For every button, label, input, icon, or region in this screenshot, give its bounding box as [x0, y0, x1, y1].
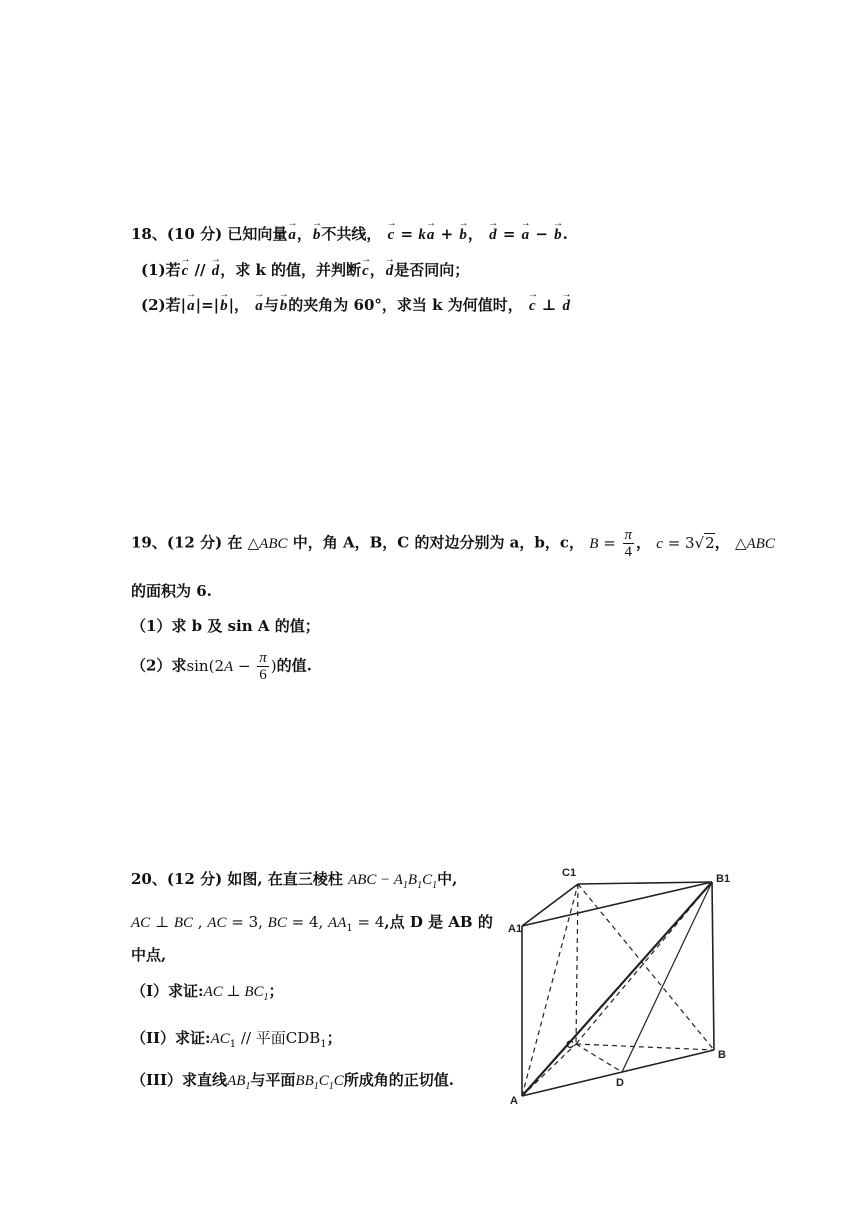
- vector-c: → c: [387, 224, 396, 246]
- q20-midpoint: 中点,: [131, 946, 167, 964]
- q20-p1-label: （I）求证:: [131, 982, 204, 1000]
- vector-d: → d: [488, 224, 498, 246]
- vector-b: → b: [553, 224, 563, 246]
- q18-line1: 18、(10 分) 已知向量→ a，→ b不共线， → c = k→ a + → b， → d = → a − → b.: [131, 223, 568, 246]
- vector-c: → c: [528, 295, 537, 317]
- q18-p1-label: (1)若: [141, 261, 181, 279]
- label-a1: A1: [508, 923, 523, 935]
- q19-area: 的面积为 6.: [131, 582, 212, 600]
- sin-expression: sin(2A − $\frac{\pi}{6}$ ): [186, 650, 277, 683]
- edge-bb1: [712, 882, 714, 1050]
- side-c-value: c = 3√2: [656, 533, 715, 552]
- vector-b: → b: [458, 224, 468, 246]
- label-d: D: [616, 1077, 624, 1089]
- prism-name: ABC − $A_1B_1C_1$: [348, 872, 438, 891]
- vector-b: → b: [219, 295, 229, 317]
- q20-head: 20、(12 分) 如图, 在直三棱柱: [131, 870, 343, 888]
- q18-sep2: ，: [467, 225, 483, 243]
- q18-p2-end: 的夹角为 60°，求当 k 为何值时，: [288, 296, 523, 314]
- angle-b-value: B = $\frac{\pi}{4}$: [589, 527, 633, 560]
- q18-p2-label: (2)若: [141, 296, 181, 314]
- q18-part1: (1)若→ c // → d，求 k 的值，并判断→ c，→ d是否同向；: [141, 259, 469, 282]
- vector-b: → b: [279, 295, 289, 317]
- q20-cond-end: ,点 D 是 AB 的: [384, 913, 493, 931]
- triangle-abc: △ABC: [247, 533, 288, 552]
- q20-p1-math: AC ⊥ $BC_1$: [203, 984, 269, 1003]
- vector-a: → a: [426, 224, 436, 246]
- vector-a: → a: [254, 295, 264, 317]
- q18-p1-end: 是否同向；: [394, 261, 470, 279]
- q18-k: k: [418, 227, 426, 243]
- q18-noncollinear: 不共线，: [321, 225, 382, 243]
- q20-part2: （II）求证$:AC_1$ // 平面$CDB_1$；: [131, 1029, 342, 1050]
- q20-p2-label: （II）求证:: [131, 1029, 211, 1047]
- q20-part1: （I）求证:AC ⊥ $BC_1$；: [131, 982, 284, 1003]
- q20-p2-math: $AC_1$ // 平面$CDB_1$: [210, 1029, 327, 1050]
- vector-d: → d: [561, 295, 571, 317]
- label-c: C: [566, 1039, 574, 1051]
- q20-p3-mid: 与平面: [250, 1071, 296, 1089]
- q19-text: 中，角 A，B，C 的对边分别为 a，b，c，: [292, 533, 585, 552]
- label-b1: B1: [716, 873, 731, 885]
- triangle-abc: △ABC: [734, 533, 775, 552]
- q19-p2-end: 的值.: [276, 656, 312, 675]
- vector-a: → a: [521, 224, 531, 246]
- vector-a: → a: [287, 224, 297, 246]
- edge-ac: [522, 1044, 576, 1096]
- label-c1: C1: [562, 867, 577, 879]
- q20-head-end: 中,: [437, 870, 458, 888]
- label-b: B: [718, 1049, 726, 1061]
- vector-c: → c: [361, 260, 370, 282]
- q18-p2-mid: 与: [263, 296, 279, 314]
- edge-cb: [576, 1044, 714, 1050]
- plane-bb1c1c: $BB_1C_1C$: [295, 1073, 344, 1092]
- q18-part2: (2)若|→ a|=|→ b|， → a与→ b的夹角为 60°，求当 k 为何值时， → c ⊥ → d: [141, 294, 571, 317]
- conditions-math: AC ⊥ BC , AC = 3, BC = 4, $AA_1 = 4$: [131, 913, 385, 934]
- edge-ab: [522, 1050, 714, 1096]
- line-db1: [622, 882, 712, 1072]
- q18-p1-mid: ，求 k 的值，并判断: [220, 261, 362, 279]
- label-a: A: [510, 1095, 518, 1107]
- q20-p3-end: 所成角的正切值.: [343, 1071, 454, 1089]
- q20-line1: [131, 868, 457, 897]
- line-ab1: $AB_1$: [227, 1073, 251, 1092]
- q18-sep: ，: [296, 225, 312, 243]
- vector-b: → b: [312, 224, 322, 246]
- edge-cc1: [576, 884, 578, 1044]
- q20-part3: [131, 1069, 454, 1098]
- vector-d: → d: [385, 260, 395, 282]
- vector-a: → a: [186, 295, 196, 317]
- vector-d: → d: [211, 260, 221, 282]
- prism-figure: [506, 860, 738, 1108]
- q20-p3-label: （III）求直线: [131, 1071, 228, 1089]
- q19-head: 19、(12 分) 在: [131, 533, 243, 552]
- q19-part1: （1）求 b 及 sin A 的值；: [131, 617, 320, 635]
- q19-p2-label: （2）求: [131, 656, 187, 675]
- q20-conditions: [131, 911, 493, 940]
- line-cd: [576, 1044, 622, 1072]
- vector-c: → c: [181, 260, 190, 282]
- q19-part2: [131, 650, 312, 683]
- q19-line1: 19、(12 分) 在 △ABC 中，角 A，B，C 的对边分别为 a，b，c， B = $\frac{\pi}{4}$ ， c = 3√2， △ABC: [131, 527, 775, 560]
- q18-head: 18、(10 分) 已知向量: [131, 225, 288, 243]
- q18-end: .: [562, 225, 568, 243]
- edge-c1b1: [578, 882, 712, 884]
